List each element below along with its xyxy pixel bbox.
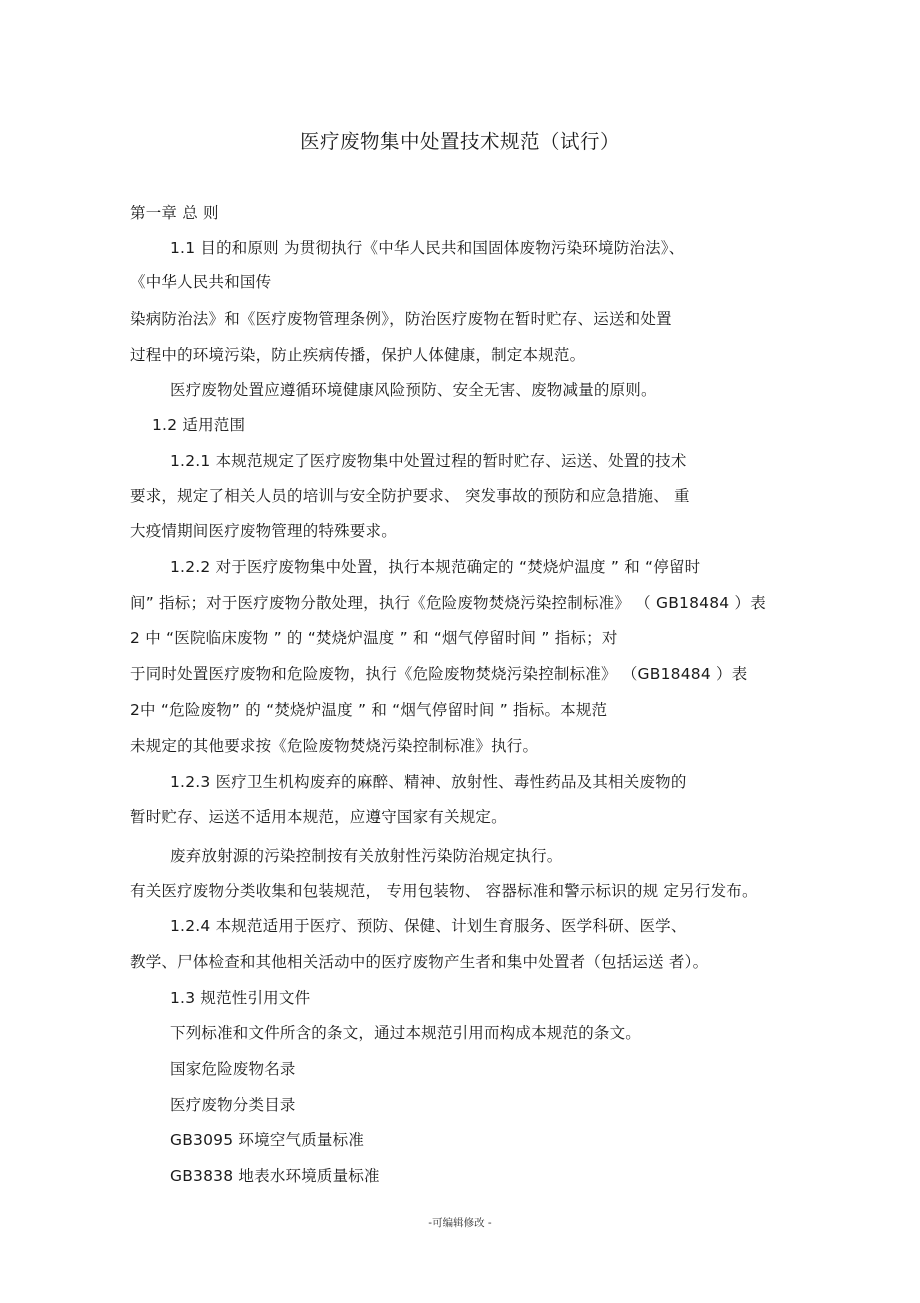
text-line: 1.2.4 本规范适用于医疗、预防、保健、计划生育服务、医学科研、医学、 [170,917,687,935]
section-heading: 1.3 规范性引用文件 [170,989,311,1007]
page-footer: -可编辑修改 - [428,1217,492,1229]
text-line: 废弃放射源的污染控制按有关放射性污染防治规定执行。 [170,847,563,865]
text-line: 暂时贮存、运送不适用本规范，应遵守国家有关规定。 [130,808,507,826]
text-line: 要求，规定了相关人员的培训与安全防护要求、 突发事故的预防和应急措施、 重 [130,487,690,505]
reference-item: GB3838 地表水环境质量标准 [170,1167,380,1185]
text-line: 有关医疗废物分类收集和包装规范， 专用包装物、 容器标准和警示标识的规 定另行发布。 [130,882,758,900]
text-line: 间” 指标；对于医疗废物分散处理，执行《危险废物焚烧污染控制标准》 （ GB18484 ）表 [130,594,766,612]
text-line: 2中 “危险废物” 的 “焚烧炉温度 ” 和 “烟气停留时间 ” 指标。本规范 [130,701,608,719]
text-line: 过程中的环境污染，防止疾病传播，保护人体健康，制定本规范。 [130,346,586,364]
text-line: 1.2.2 对于医疗废物集中处置，执行本规范确定的 “焚烧炉温度 ” 和 “停留时 [170,558,701,576]
text-line: 大疫情期间医疗废物管理的特殊要求。 [130,522,397,540]
text-line: 于同时处置医疗废物和危险废物，执行《危险废物焚烧污染控制标准》 （GB18484 ）表 [130,665,748,683]
text-line: 1.2.3 医疗卫生机构废弃的麻醉、精神、放射性、毒性药品及其相关废物的 [170,773,687,791]
chapter-heading: 第一章 总 则 [130,204,219,222]
text-line: 2 中 “医院临床废物 ” 的 “焚烧炉温度 ” 和 “烟气停留时间 ” 指标；对 [130,629,618,647]
section-heading: 1.2 适用范围 [152,416,246,434]
text-line: 医疗废物处置应遵循环境健康风险预防、安全无害、废物减量的原则。 [170,381,657,399]
text-line: 1.2.1 本规范规定了医疗废物集中处置过程的暂时贮存、运送、处置的技术 [170,452,687,470]
text-line: 未规定的其他要求按《危险废物焚烧污染控制标准》执行。 [130,737,539,755]
reference-item: 医疗废物分类目录 [170,1096,296,1114]
text-line: 1.1 目的和原则 为贯彻执行《中华人民共和国固体废物污染环境防治法》、 [170,239,685,257]
reference-item: GB3095 环境空气质量标准 [170,1131,365,1149]
text-line: 教学、尸体检查和其他相关活动中的医疗废物产生者和集中处置者（包括运送 者）。 [130,953,709,971]
text-line: 《中华人民共和国传 [130,273,272,291]
text-line: 染病防治法》和《医疗废物管理条例》，防治医疗废物在暂时贮存、运送和处置 [130,310,672,328]
text-line: 下列标准和文件所含的条文，通过本规范引用而构成本规范的条文。 [170,1024,642,1042]
document-title: 医疗废物集中处置技术规范（试行） [299,130,620,153]
reference-item: 国家危险废物名录 [170,1060,296,1078]
